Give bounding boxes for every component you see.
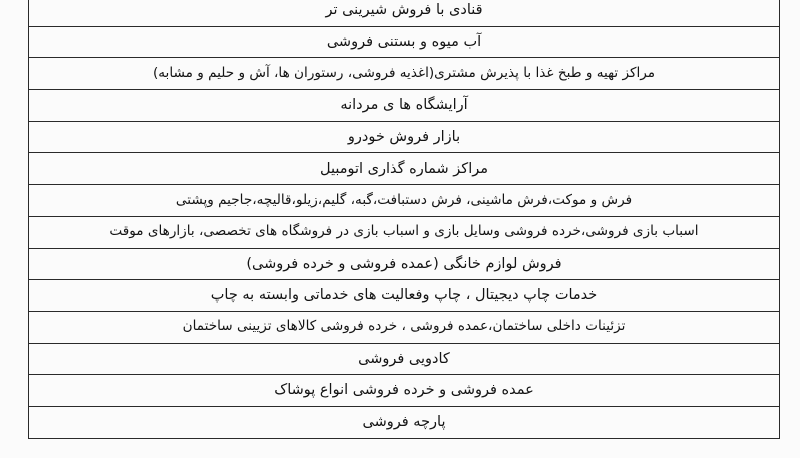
row-text: خدمات چاپ دیجیتال ، چاپ وفعالیت های خدماتی وابسته به چاپ — [210, 287, 598, 304]
table-row — [29, 58, 779, 90]
table-row — [29, 90, 779, 122]
table-row — [29, 375, 779, 407]
row-text: عمده فروشی و خرده فروشی انواع پوشاک — [274, 382, 534, 399]
row-text: کادویی فروشی — [358, 350, 450, 367]
row-text: اسباب بازی فروشی،خرده فروشی وسایل بازی و اسباب بازی در فروشگاه های تخصصی، بازارهای موقت — [109, 223, 699, 240]
row-text: مراکز تهیه و طبخ غذا با پذیرش مشتری(اغذیه فروشی، رستوران ها، آش و حلیم و مشابه) — [152, 64, 656, 81]
table-row — [29, 249, 779, 281]
row-text: بازار فروش خودرو — [347, 128, 461, 145]
table-row — [29, 312, 779, 344]
row-text: پارچه فروشی — [362, 414, 446, 431]
row-text: آرایشگاه ها ی مردانه — [340, 97, 468, 114]
table-row — [29, 27, 779, 59]
row-text: فروش لوازم خانگی (عمده فروشی و خرده فروشی) — [246, 255, 562, 272]
table-row — [29, 185, 779, 217]
row-text: مراکز شماره گذاری اتومبیل — [319, 160, 489, 177]
row-text: تزئینات داخلی ساختمان،عمده فروشی ، خرده فروشی کالاهای تزیینی ساختمان — [182, 318, 626, 335]
row-text: فرش و موکت،فرش ماشینی، فرش دستبافت،گبه، گلیم،زیلو،قالیچه،جاجیم وپشتی — [175, 191, 633, 208]
table-row — [29, 0, 779, 27]
table-row — [29, 122, 779, 154]
table-row — [29, 344, 779, 376]
row-text: آب میوه و بستنی فروشی — [326, 33, 482, 50]
table-row — [29, 280, 779, 312]
table-row — [29, 407, 779, 439]
business-list-table — [28, 0, 780, 439]
table-row — [29, 217, 779, 249]
table-row — [29, 153, 779, 185]
row-text: قنادی با فروش شیرینی تر — [325, 2, 483, 19]
